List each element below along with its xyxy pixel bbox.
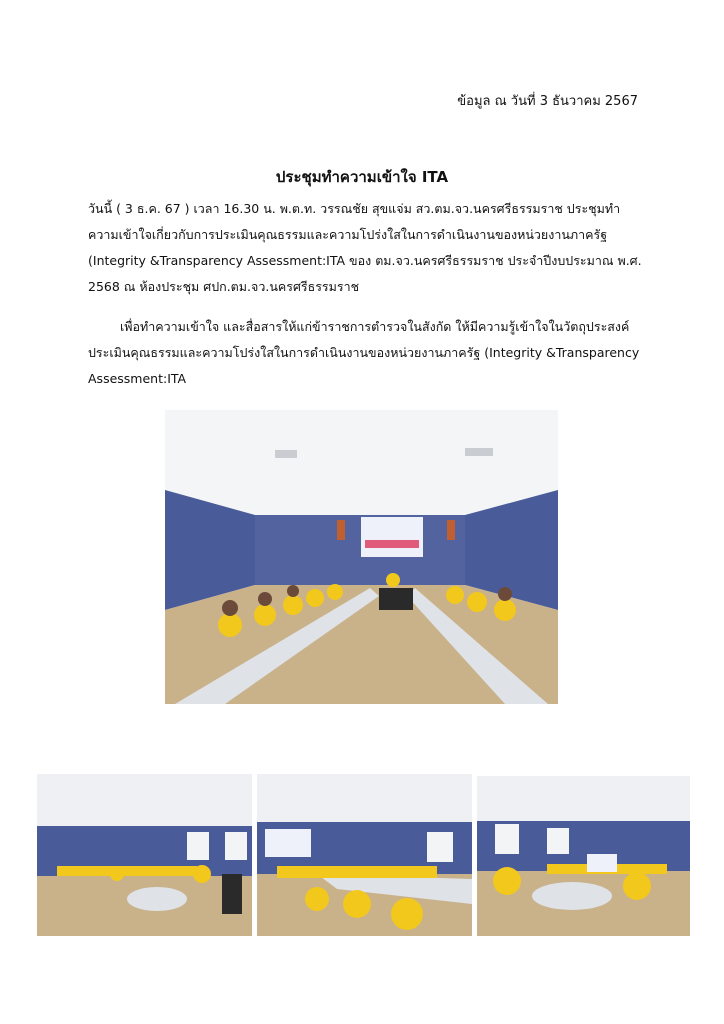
paragraph-1: [88, 196, 640, 300]
paragraph-2-line: เพื่อทำความเข้าใจ และสื่อสารให้แก่ข้าราชการตำรวจในสังกัด ให้มีความรู้เข้าใจในวัตถุประสงค์: [120, 319, 630, 334]
paragraph-2: [88, 314, 640, 392]
paragraph-1-line: (Integrity &Transparency Assessment:ITA ของ ตม.จว.นครศรีธรรมราช ประจำปีงบประมาณ พ.ศ.: [88, 253, 642, 268]
paragraph-1-line: วันนี้ ( 3 ธ.ค. 67 ) เวลา 16.30 น. พ.ต.ท. วรรณชัย สุขแจ่ม สว.ตม.จว.นครศรีธรรมราช ประชุมทำ: [88, 201, 621, 216]
paragraph-2-line: ประเมินคุณธรรมและความโปร่งใสในการดำเนินงานของหน่วยงานภาครัฐ (Integrity &Transparency: [88, 345, 640, 360]
meeting-photo-right: [477, 776, 690, 936]
paragraph-2-line: Assessment:ITA: [88, 371, 187, 386]
date-line: ข้อมูล ณ วันที่ 3 ธันวาคม 2567: [457, 94, 638, 109]
meeting-room-photo: [165, 410, 558, 704]
meeting-photo-left: [37, 774, 252, 936]
page-title: ประชุมทำความเข้าใจ ITA: [275, 168, 449, 186]
paragraph-1-line: ความเข้าใจเกี่ยวกับการประเมินคุณธรรมและความโปร่งใสในการดำเนินงานของหน่วยงานภาครัฐ: [88, 227, 608, 242]
meeting-photo-center: [257, 774, 472, 936]
paragraph-1-line: 2568 ณ ห้องประชุม ศปก.ตม.จว.นครศรีธรรมราช: [88, 279, 360, 294]
